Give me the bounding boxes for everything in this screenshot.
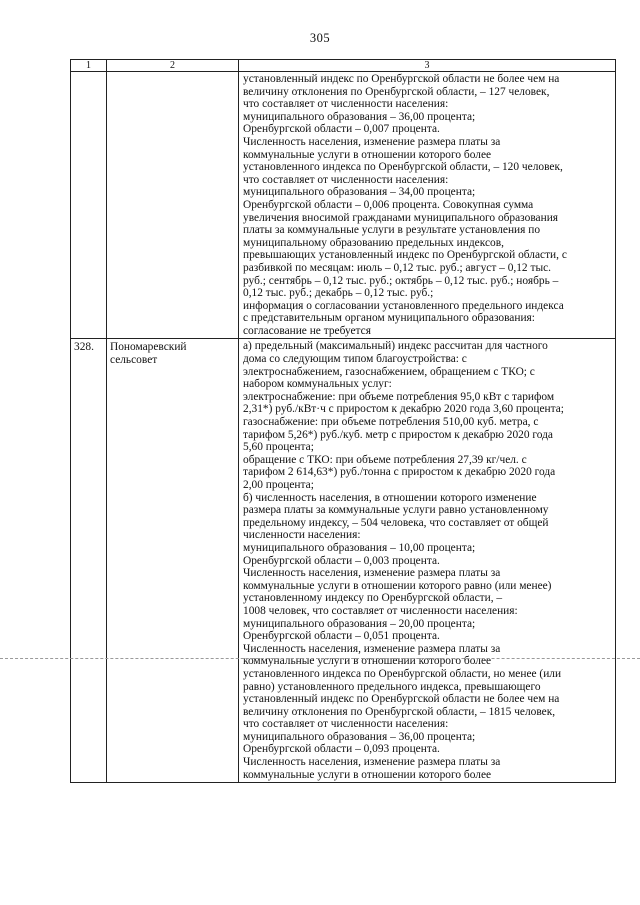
- text-line: что составляет от численности населения:: [243, 173, 449, 186]
- text-line: превышающих установленный индекс по Оренбургской области, с: [243, 249, 567, 262]
- text-line: коммунальные услуги в отношении которого более: [243, 768, 492, 781]
- text-line: разбивкой по месяцам: июль – 0,12 тыс. руб.; август – 0,12 тыс.: [243, 261, 552, 274]
- header-col-1: 1: [71, 60, 107, 72]
- text-line: Численность населения, изменение размера платы за: [243, 567, 501, 580]
- row-number: 328.: [74, 341, 94, 354]
- text-line: увеличения вносимой гражданами муниципального образования: [243, 211, 559, 224]
- text-line: Численность населения, изменение размера платы за: [243, 756, 501, 769]
- text-line: муниципального образования – 36,00 процента;: [243, 110, 476, 123]
- text-line: Оренбургской области – 0,007 процента.: [243, 123, 440, 136]
- text-line: установленного индекса по Оренбургской области, но менее (или: [243, 667, 562, 680]
- row-name-cell: [107, 72, 239, 339]
- text-line: размера платы за коммунальные услуги равно установленному: [243, 504, 549, 517]
- text-line: численности населения:: [243, 529, 361, 542]
- text-line: что составляет от численности населения:: [243, 718, 449, 731]
- text-line: установленному индексу по Оренбургской области, –: [243, 592, 503, 605]
- text-line: электроснабжение: при объеме потребления 95,0 кВт с тарифом: [243, 390, 555, 403]
- text-line: коммунальные услуги в отношении которого более: [243, 148, 492, 161]
- scan-fold-line: [0, 658, 640, 659]
- text-line: 0,12 тыс. руб.; декабрь – 0,12 тыс. руб.;: [243, 287, 434, 300]
- text-line: 1008 человек, что составляет от численности населения:: [243, 604, 518, 617]
- text-line: установленный индекс по Оренбургской области не более чем на: [243, 73, 560, 85]
- text-line: 2,00 процента;: [243, 479, 314, 491]
- text-line: обращение с ТКО: при объеме потребления 27,39 кг/чел. с: [243, 453, 527, 466]
- row-content-cell: [239, 72, 616, 339]
- header-col-3: 3: [239, 60, 616, 72]
- text-line: Численность населения, изменение размера платы за: [243, 135, 501, 148]
- text-line: муниципального образования – 34,00 процента;: [243, 186, 476, 199]
- text-line: дома со следующим типом благоустройства: с: [243, 353, 467, 366]
- page-number: 305: [309, 31, 331, 45]
- text-line: Оренбургской области – 0,006 процента. Совокупная сумма: [243, 198, 534, 211]
- text-line: газоснабжение: при объеме потребления 510,00 куб. метра, с: [243, 416, 539, 429]
- text-line: муниципального образования – 36,00 процента;: [243, 730, 476, 743]
- table-header-row: [71, 60, 616, 72]
- text-line: 5,60 процента;: [243, 441, 314, 454]
- table-row-328: [71, 339, 616, 783]
- text-line: тарифом 5,26*) руб./куб. метр с приростом к декабрю 2020 года: [243, 428, 553, 441]
- text-line: б) численность населения, в отношении которого изменение: [243, 491, 537, 504]
- text-line: информация о согласовании установленного предельного индекса: [243, 299, 564, 312]
- text-line: Оренбургской области – 0,003 процента.: [243, 554, 440, 567]
- header-col-2: 2: [107, 60, 239, 72]
- row-content-cell: [239, 339, 616, 783]
- text-line: согласование не требуется: [243, 324, 371, 337]
- text-line: равно) установленного предельного индекса, превышающего: [243, 680, 541, 693]
- text-line: Оренбургской области – 0,093 процента.: [243, 743, 440, 756]
- text-line: муниципального образования – 20,00 процента;: [243, 617, 476, 630]
- text-line: коммунальные услуги в отношении которого равно (или менее): [243, 579, 552, 592]
- row-name-cell: [107, 339, 239, 783]
- row-content-text: [239, 72, 615, 338]
- text-line: электроснабжением, газоснабжением, обращением с ТКО; с: [243, 365, 535, 378]
- row-number-cell: [71, 72, 107, 339]
- text-line: что составляет от численности населения:: [243, 98, 449, 111]
- text-line: величину отклонения по Оренбургской области, – 1815 человек,: [243, 705, 556, 718]
- municipality-name-line: сельсовет: [110, 354, 158, 367]
- text-line: муниципальному образованию предельных индексов,: [243, 236, 504, 249]
- text-line: тарифом 2 614,63*) руб./тонна с приростом к декабрю 2020 года: [243, 466, 556, 479]
- text-line: а) предельный (максимальный) индекс рассчитан для частного: [243, 340, 548, 353]
- text-line: муниципального образования – 10,00 процента;: [243, 541, 476, 554]
- municipality-name-line: Пономаревский: [110, 341, 187, 354]
- table-row-continuation: [71, 72, 616, 339]
- row-content-text: [239, 339, 615, 782]
- data-table: [70, 59, 616, 783]
- text-line: набором коммунальных услуг:: [243, 378, 392, 391]
- text-line: коммунальные услуги в отношении которого более: [243, 655, 492, 668]
- text-line: с представительным органом муниципального образования:: [243, 312, 535, 325]
- text-line: предельному индексу, – 504 человека, что составляет от общей: [243, 516, 549, 529]
- text-line: установленного индекса по Оренбургской области, – 120 человек,: [243, 161, 563, 174]
- text-line: 2,31*) руб./кВт·ч с приростом к декабрю 2020 года 3,60 процента;: [243, 403, 564, 416]
- text-line: Оренбургской области – 0,051 процента.: [243, 630, 440, 643]
- text-line: Численность населения, изменение размера платы за: [243, 642, 501, 655]
- municipality-name: [107, 339, 238, 368]
- row-number-cell: [71, 339, 107, 783]
- text-line: установленный индекс по Оренбургской области не более чем на: [243, 693, 560, 706]
- text-line: руб.; сентябрь – 0,12 тыс. руб.; октябрь – 0,12 тыс. руб.; ноябрь –: [243, 274, 559, 287]
- text-line: величину отклонения по Оренбургской области, – 127 человек,: [243, 85, 550, 98]
- text-line: платы за коммунальные услуги в результате установления по: [243, 224, 541, 237]
